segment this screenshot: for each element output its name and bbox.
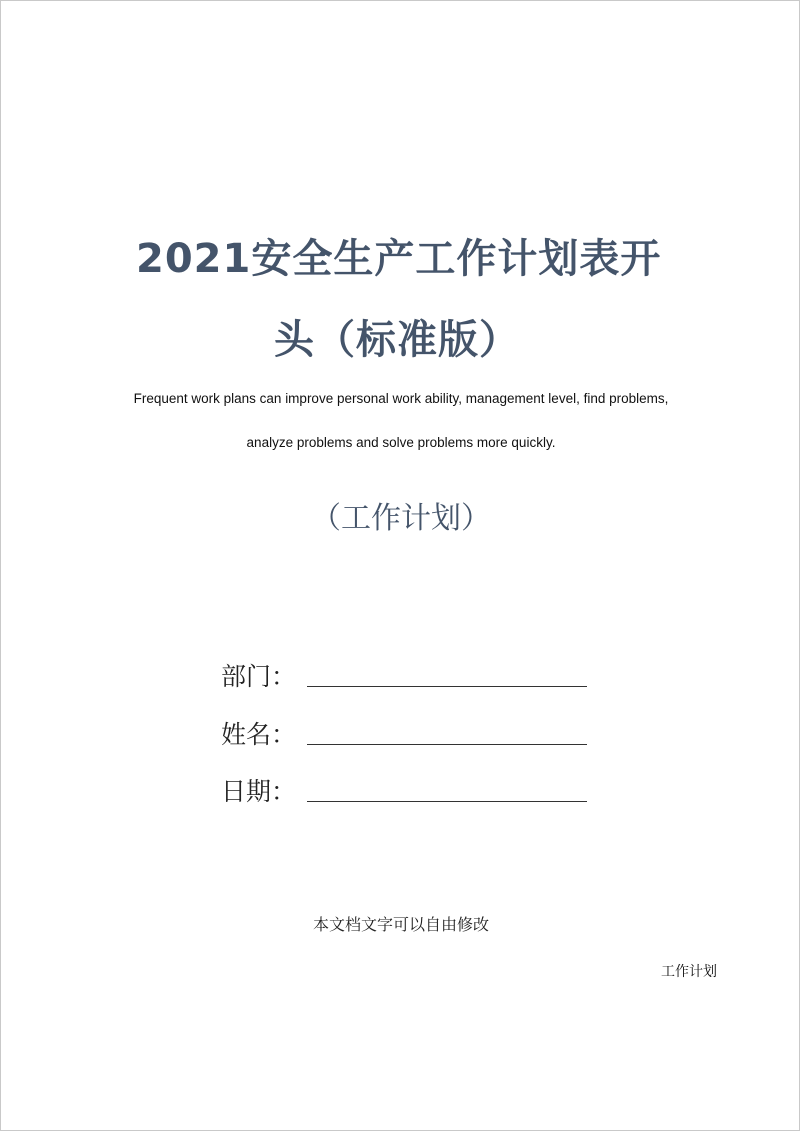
name-field [221, 715, 601, 755]
name-blank-line[interactable] [307, 744, 587, 745]
date-label: 日期： [221, 777, 297, 806]
editable-note: 本文档文字可以自由修改 [312, 915, 489, 934]
document-category: （工作计划） [311, 501, 491, 536]
footer-category-label: 工作计划 [661, 964, 717, 980]
department-label: 部门： [221, 662, 297, 691]
date-blank-line[interactable] [307, 801, 587, 802]
subtitle-line-2: analyze problems and solve problems more quickly. [246, 435, 556, 450]
document-title-line-2: 头（标准版） [274, 317, 520, 363]
date-field [221, 772, 601, 812]
document-title-line-1: 2021安全生产工作计划表开 [136, 236, 662, 282]
subtitle-line-1: Frequent work plans can improve personal work ability, management level, find problems, [133, 391, 669, 406]
department-blank-line[interactable] [307, 686, 587, 687]
department-field [221, 657, 601, 697]
name-label: 姓名： [221, 720, 297, 749]
